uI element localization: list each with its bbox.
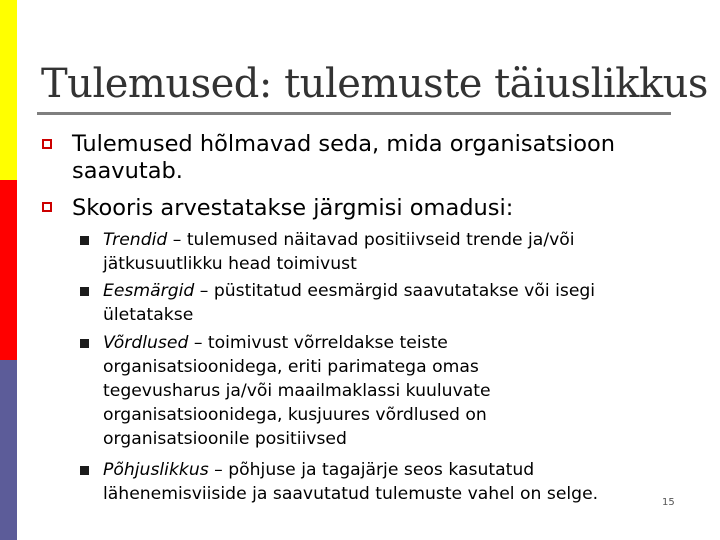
title-underline	[37, 112, 671, 115]
bullet-1-line-1: Tulemused hõlmavad seda, mida organisatsioon	[72, 131, 616, 157]
page-number: 15	[662, 497, 675, 508]
term-vordlused: Võrdlused	[103, 333, 189, 353]
sub-bullet-trendid-line-2: jätkusuutlikku head toimivust	[103, 254, 357, 274]
small-square-bullet-icon	[80, 287, 89, 296]
bullet-2-line-1: Skooris arvestatakse järgmisi omadusi:	[72, 195, 514, 221]
term-eesmargid: Eesmärgid	[103, 281, 195, 301]
slide-title: Tulemused: tulemuste täiuslikkus	[41, 61, 708, 107]
sub-bullet-eesmargid-line-1	[103, 279, 595, 303]
sub-bullet-eesmargid-line-2: ületatakse	[103, 305, 194, 325]
square-bullet-icon	[42, 139, 52, 149]
sub-bullet-text: – tulemused näitavad positiivseid trende ja/või	[167, 230, 575, 250]
term-trendid: Trendid	[103, 230, 168, 250]
sub-bullet-vordlused-line-2: organisatsioonidega, eriti parimatega omas	[103, 357, 479, 377]
sub-bullet-trendid-line-1	[103, 228, 575, 252]
small-square-bullet-icon	[80, 466, 89, 475]
accent-stripe-red	[0, 180, 17, 360]
sub-bullet-vordlused-line-5: organisatsioonile positiivsed	[103, 429, 347, 449]
sub-bullet-pohjuslikkus-line-2: lähenemisviiside ja saavutatud tulemuste vahel on selge.	[103, 484, 599, 504]
accent-stripe-yellow	[0, 0, 17, 180]
sub-bullet-vordlused-line-4: organisatsioonidega, kusjuures võrdlused on	[103, 405, 487, 425]
sub-bullet-pohjuslikkus-line-1	[103, 458, 534, 482]
bullet-1-line-2: saavutab.	[72, 158, 183, 184]
sub-bullet-text: – püstitatud eesmärgid saavutatakse või isegi	[194, 281, 596, 301]
small-square-bullet-icon	[80, 236, 89, 245]
sub-bullet-text: – põhjuse ja tagajärje seos kasutatud	[208, 460, 535, 480]
accent-stripe-blue	[0, 360, 17, 540]
sub-bullet-vordlused-line-1	[103, 331, 448, 355]
term-pohjuslikkus: Põhjuslikkus	[103, 460, 209, 480]
sub-bullet-vordlused-line-3: tegevusharus ja/või maailmaklassi kuuluvate	[103, 381, 491, 401]
square-bullet-icon	[42, 202, 52, 212]
sub-bullet-text: – toimivust võrreldakse teiste	[188, 333, 448, 353]
small-square-bullet-icon	[80, 339, 89, 348]
